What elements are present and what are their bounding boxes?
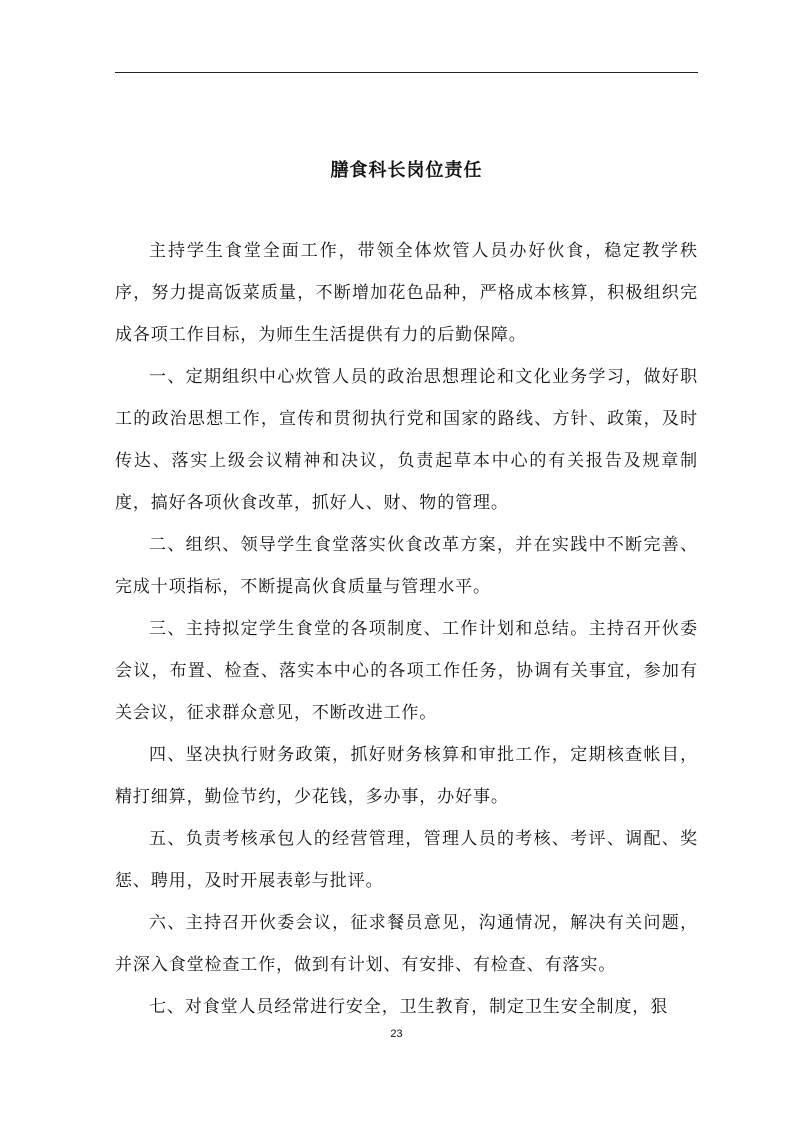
header-rule <box>115 72 698 73</box>
paragraph-item-1: 一、定期组织中心炊管人员的政治思想理论和文化业务学习，做好职工的政治思想工作，宣传和贯彻执行党和国家的路线、方针、政策，及时传达、落实上级会议精神和决议，负责起草本中心的有关报告及规章制度，搞好各项伙食改革，抓好人、财、物的管理。 <box>115 367 698 513</box>
paragraph-item-7: 七、对食堂人员经常进行安全，卫生教育，制定卫生安全制度，狠 <box>149 997 669 1017</box>
paragraph-intro: 主持学生食堂全面工作，带领全体炊管人员办好伙食，稳定教学秩序，努力提高饭菜质量，不断增加花色品种，严格成本核算，积极组织完成各项工作目标，为师生生活提供有力的后勤保障。 <box>115 241 698 345</box>
document-body <box>115 230 698 1028</box>
page-number: 23 <box>390 1028 403 1040</box>
paragraph-item-2: 二、组织、领导学生食堂落实伙食改革方案，并在实践中不断完善、完成十项指标，不断提高伙食质量与管理水平。 <box>115 535 698 597</box>
document-title: 膳食科长岗位责任 <box>330 160 483 182</box>
paragraph-item-3: 三、主持拟定学生食堂的各项制度、工作计划和总结。主持召开伙委会议，布置、检查、落实本中心的各项工作任务，协调有关事宜，参加有关会议，征求群众意见，不断改进工作。 <box>115 619 698 723</box>
paragraph-item-5: 五、负责考核承包人的经营管理，管理人员的考核、考评、调配、奖惩、聘用，及时开展表彰与批评。 <box>115 829 698 891</box>
paragraph-item-6: 六、主持召开伙委会议，征求餐员意见，沟通情况，解决有关问题，并深入食堂检查工作，做到有计划、有安排、有检查、有落实。 <box>115 913 698 975</box>
paragraph-item-4: 四、坚决执行财务政策，抓好财务核算和审批工作，定期核查帐目，精打细算，勤俭节约，少花钱，多办事，办好事。 <box>115 745 698 807</box>
